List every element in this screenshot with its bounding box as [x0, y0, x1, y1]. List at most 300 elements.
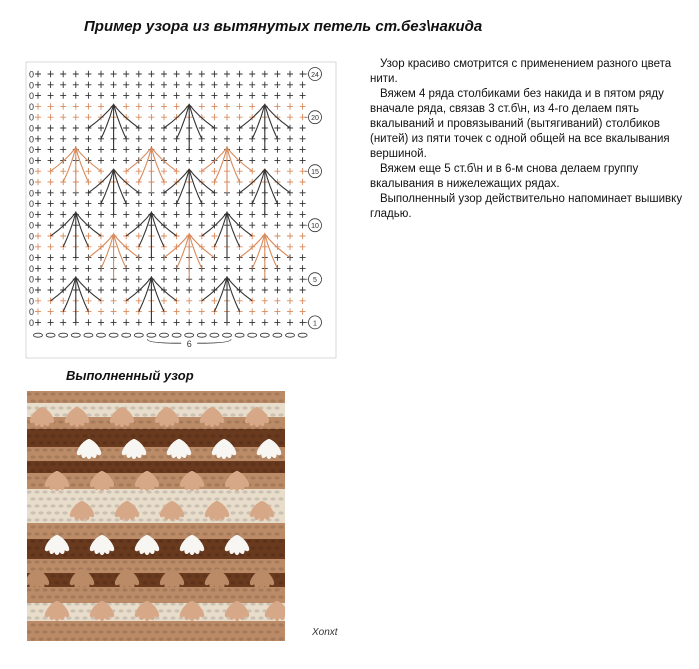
- single-crochet-symbol: [123, 308, 129, 314]
- knit-stitch: [42, 434, 47, 437]
- knit-stitch: [194, 504, 199, 507]
- knit-stitch: [118, 609, 123, 612]
- knit-stitch: [246, 637, 251, 640]
- single-crochet-symbol: [85, 146, 91, 152]
- spike-stitch-fan: [88, 234, 138, 279]
- knit-stitch: [234, 630, 239, 633]
- single-crochet-symbol: [48, 211, 54, 217]
- single-crochet-symbol: [174, 157, 180, 163]
- single-crochet-symbol: [300, 265, 306, 271]
- knit-stitch: [246, 427, 251, 430]
- single-crochet-symbol: [48, 179, 54, 185]
- knit-stitch: [34, 518, 39, 521]
- knit-stitch: [50, 462, 55, 465]
- knit-stitch: [238, 525, 243, 528]
- knit-stitch: [102, 623, 107, 626]
- knit-stitch: [38, 511, 43, 514]
- spike-loop: [214, 148, 227, 182]
- knit-stitch: [166, 427, 171, 430]
- spike-loop: [252, 104, 265, 138]
- knit-stitch: [202, 504, 207, 507]
- knit-stitch: [194, 448, 199, 451]
- knit-stitch: [106, 504, 111, 507]
- knit-stitch: [258, 602, 263, 605]
- knit-stitch: [54, 427, 59, 430]
- knit-stitch: [166, 497, 171, 500]
- knit-stitch: [218, 490, 223, 493]
- single-crochet-symbol: [136, 92, 142, 98]
- single-crochet-symbol: [35, 254, 41, 260]
- knit-stitch: [158, 553, 163, 556]
- chain-symbol: 0: [29, 231, 35, 242]
- single-crochet-symbol: [186, 222, 192, 228]
- knit-stitch: [162, 602, 167, 605]
- knit-stitch: [190, 455, 195, 458]
- knit-stitch: [154, 462, 159, 465]
- knit-stitch: [210, 560, 215, 563]
- knit-stitch: [222, 399, 227, 402]
- knit-stitch: [162, 560, 167, 563]
- spike-loop: [76, 277, 89, 311]
- knit-stitch: [138, 588, 143, 591]
- knit-stitch: [126, 637, 131, 640]
- single-crochet-symbol: [60, 71, 66, 77]
- knit-stitch: [54, 567, 59, 570]
- single-crochet-symbol: [174, 125, 180, 131]
- knit-stitch: [38, 539, 43, 542]
- spike-stitch-fan: [51, 212, 101, 257]
- knit-stitch: [206, 553, 211, 556]
- stitch-row: [35, 82, 306, 88]
- finished-pattern-photo: [27, 391, 285, 641]
- chain-stitch: [223, 333, 232, 337]
- single-crochet-symbol: [300, 157, 306, 163]
- knit-stitch: [78, 469, 83, 472]
- single-crochet-symbol: [60, 319, 66, 325]
- knit-stitch: [258, 434, 263, 437]
- knit-stitch: [138, 490, 143, 493]
- single-crochet-symbol: [224, 125, 230, 131]
- knit-stitch: [278, 483, 283, 486]
- single-crochet-symbol: [98, 103, 104, 109]
- knit-stitch: [174, 427, 179, 430]
- single-crochet-symbol: [161, 298, 167, 304]
- knit-stitch: [94, 567, 99, 570]
- spike-loop: [101, 104, 114, 138]
- knit-stitch: [42, 532, 47, 535]
- knit-stitch: [66, 406, 71, 409]
- single-crochet-symbol: [211, 276, 217, 282]
- knit-stitch: [278, 399, 283, 402]
- single-crochet-symbol: [199, 71, 205, 77]
- single-crochet-symbol: [60, 136, 66, 142]
- spike-loop: [151, 212, 164, 246]
- chain-stitch: [197, 333, 206, 337]
- knit-stitch: [74, 588, 79, 591]
- single-crochet-symbol: [274, 92, 280, 98]
- knit-stitch: [202, 462, 207, 465]
- page-title: Пример узора из вытянутых петель ст.без\накида: [84, 18, 483, 35]
- knit-stitch: [166, 525, 171, 528]
- knit-stitch: [126, 469, 131, 472]
- knit-stitch: [158, 455, 163, 458]
- knit-stitch: [218, 406, 223, 409]
- single-crochet-symbol: [300, 179, 306, 185]
- knit-stitch: [118, 469, 123, 472]
- knit-stitch: [170, 616, 175, 619]
- knit-stitch: [122, 602, 127, 605]
- knit-stitch: [154, 518, 159, 521]
- knit-stitch: [146, 560, 151, 563]
- knit-stitch: [198, 637, 203, 640]
- row-marker: [305, 68, 322, 81]
- single-crochet-symbol: [211, 136, 217, 142]
- knit-stitch: [30, 637, 35, 640]
- knit-stitch: [154, 434, 159, 437]
- knit-stitch: [238, 511, 243, 514]
- knit-stitch: [70, 553, 75, 556]
- knit-stitch: [74, 434, 79, 437]
- single-crochet-symbol: [73, 125, 79, 131]
- knit-stitch: [90, 518, 95, 521]
- single-crochet-symbol: [300, 125, 306, 131]
- knit-stitch: [122, 630, 127, 633]
- description-paragraph: Вяжем еще 5 ст.б\н и в 6-м снова делаем группу вкалывания в нижележащих рядах.: [370, 163, 639, 190]
- knit-stitch: [90, 462, 95, 465]
- knit-stitch: [206, 441, 211, 444]
- single-crochet-symbol: [174, 254, 180, 260]
- single-crochet-symbol: [262, 298, 268, 304]
- knit-stitch: [274, 434, 279, 437]
- chain-symbol: 0: [29, 242, 35, 253]
- knit-stitch: [42, 476, 47, 479]
- knit-stitch: [114, 434, 119, 437]
- knit-stitch: [246, 567, 251, 570]
- single-crochet-symbol: [237, 200, 243, 206]
- knit-stitch: [62, 511, 67, 514]
- knit-stitch: [130, 490, 135, 493]
- knit-stitch: [242, 532, 247, 535]
- single-crochet-symbol: [148, 71, 154, 77]
- knit-stitch: [58, 574, 63, 577]
- knit-stitch: [138, 406, 143, 409]
- knit-stitch: [142, 511, 147, 514]
- single-crochet-symbol: [98, 82, 104, 88]
- knit-stitch: [134, 413, 139, 416]
- knit-stitch: [142, 581, 147, 584]
- knit-stitch: [122, 532, 127, 535]
- knit-stitch: [78, 497, 83, 500]
- knit-stitch: [42, 588, 47, 591]
- spike-loop: [189, 104, 202, 138]
- single-crochet-symbol: [287, 71, 293, 77]
- knit-stitch: [146, 588, 151, 591]
- single-crochet-symbol: [35, 103, 41, 109]
- single-crochet-symbol: [35, 200, 41, 206]
- single-crochet-symbol: [35, 114, 41, 120]
- knit-stitch: [58, 504, 63, 507]
- knit-stitch: [226, 518, 231, 521]
- knit-stitch: [38, 623, 43, 626]
- knit-stitch: [150, 399, 155, 402]
- knit-stitch: [250, 532, 255, 535]
- single-crochet-symbol: [35, 244, 41, 250]
- knit-stitch: [190, 427, 195, 430]
- knit-stitch: [278, 637, 283, 640]
- single-crochet-symbol: [123, 265, 129, 271]
- knit-stitch: [242, 406, 247, 409]
- knit-stitch: [78, 427, 83, 430]
- single-crochet-symbol: [274, 308, 280, 314]
- spike-loop: [177, 234, 190, 268]
- knit-stitch: [158, 595, 163, 598]
- knit-stitch: [254, 609, 259, 612]
- knit-stitch: [182, 427, 187, 430]
- knit-stitch: [66, 462, 71, 465]
- knit-stitch: [86, 623, 91, 626]
- knit-stitch: [126, 483, 131, 486]
- knit-stitch: [106, 490, 111, 493]
- single-crochet-symbol: [148, 82, 154, 88]
- knit-stitch: [190, 581, 195, 584]
- knit-stitch: [118, 637, 123, 640]
- single-crochet-symbol: [48, 103, 54, 109]
- single-crochet-symbol: [287, 244, 293, 250]
- single-crochet-symbol: [98, 146, 104, 152]
- knit-stitch: [50, 490, 55, 493]
- knit-stitch: [206, 483, 211, 486]
- knit-stitch: [150, 511, 155, 514]
- knit-stitch: [242, 490, 247, 493]
- knit-stitch: [102, 525, 107, 528]
- knit-stitch: [82, 630, 87, 633]
- knit-stitch: [182, 595, 187, 598]
- knit-stitch: [218, 392, 223, 395]
- knit-stitch: [130, 392, 135, 395]
- single-crochet-symbol: [35, 146, 41, 152]
- chain-stitch: [109, 333, 118, 337]
- knit-stitch: [170, 490, 175, 493]
- knit-stitch: [206, 399, 211, 402]
- knit-stitch: [190, 595, 195, 598]
- knit-stitch: [174, 609, 179, 612]
- knit-stitch: [86, 567, 91, 570]
- single-crochet-symbol: [123, 287, 129, 293]
- knit-stitch: [54, 581, 59, 584]
- single-crochet-symbol: [161, 319, 167, 325]
- knit-stitch: [254, 539, 259, 542]
- knit-stitch: [194, 532, 199, 535]
- knit-stitch: [30, 623, 35, 626]
- knit-stitch: [154, 602, 159, 605]
- single-crochet-symbol: [287, 298, 293, 304]
- spike-loop: [227, 148, 240, 182]
- knit-stitch: [250, 476, 255, 479]
- knit-stitch: [38, 427, 43, 430]
- knit-stitch: [146, 504, 151, 507]
- knit-stitch: [266, 588, 271, 591]
- single-crochet-symbol: [148, 136, 154, 142]
- single-crochet-symbol: [60, 211, 66, 217]
- spike-loop: [151, 277, 164, 311]
- knit-stitch: [242, 574, 247, 577]
- single-crochet-symbol: [136, 136, 142, 142]
- knit-stitch: [118, 483, 123, 486]
- knit-stitch: [122, 434, 127, 437]
- chain-symbol: 0: [29, 263, 35, 274]
- knit-stitch: [162, 630, 167, 633]
- knit-stitch: [138, 532, 143, 535]
- knit-stitch: [254, 483, 259, 486]
- knit-stitch: [250, 616, 255, 619]
- knit-stitch: [58, 462, 63, 465]
- knit-stitch: [186, 434, 191, 437]
- knit-stitch: [30, 511, 35, 514]
- knit-stitch: [82, 532, 87, 535]
- single-crochet-symbol: [136, 168, 142, 174]
- single-crochet-symbol: [35, 265, 41, 271]
- single-crochet-symbol: [249, 103, 255, 109]
- chain-symbol: 0: [29, 188, 35, 199]
- single-crochet-symbol: [262, 308, 268, 314]
- single-crochet-symbol: [111, 157, 117, 163]
- knit-stitch: [274, 532, 279, 535]
- knit-stitch: [198, 469, 203, 472]
- knit-stitch: [230, 497, 235, 500]
- knit-stitch: [170, 462, 175, 465]
- knit-stitch: [58, 434, 63, 437]
- knit-stitch: [138, 420, 143, 423]
- knit-stitch: [62, 567, 67, 570]
- knit-stitch: [226, 630, 231, 633]
- knit-stitch: [218, 616, 223, 619]
- knit-stitch: [50, 588, 55, 591]
- knit-stitch: [86, 525, 91, 528]
- knit-stitch: [110, 595, 115, 598]
- knit-stitch: [150, 469, 155, 472]
- knit-stitch: [186, 392, 191, 395]
- knit-stitch: [98, 630, 103, 633]
- knit-stitch: [194, 630, 199, 633]
- knit-stitch: [246, 553, 251, 556]
- single-crochet-symbol: [98, 308, 104, 314]
- chain-stitch: [235, 333, 244, 337]
- single-crochet-symbol: [136, 211, 142, 217]
- knit-stitch: [230, 413, 235, 416]
- knit-stitch: [114, 630, 119, 633]
- knit-stitch: [142, 455, 147, 458]
- single-crochet-symbol: [123, 71, 129, 77]
- chain-stitch: [134, 333, 143, 337]
- knit-stitch: [62, 427, 67, 430]
- knit-stitch: [254, 595, 259, 598]
- knit-stitch: [162, 448, 167, 451]
- knit-stitch: [114, 462, 119, 465]
- knit-stitch: [206, 609, 211, 612]
- knit-stitch: [34, 448, 39, 451]
- knit-stitch: [274, 630, 279, 633]
- single-crochet-symbol: [148, 265, 154, 271]
- single-crochet-symbol: [35, 222, 41, 228]
- single-crochet-symbol: [287, 200, 293, 206]
- chain-symbol: 0: [29, 274, 35, 285]
- knit-stitch: [110, 567, 115, 570]
- knit-stitch: [186, 420, 191, 423]
- knit-stitch: [274, 476, 279, 479]
- knit-stitch: [94, 497, 99, 500]
- knit-stitch: [150, 525, 155, 528]
- knit-stitch: [214, 623, 219, 626]
- knit-stitch: [262, 539, 267, 542]
- knit-stitch: [46, 455, 51, 458]
- single-crochet-symbol: [48, 276, 54, 282]
- single-crochet-symbol: [224, 92, 230, 98]
- knit-stitch: [270, 399, 275, 402]
- single-crochet-symbol: [48, 71, 54, 77]
- knit-stitch: [226, 392, 231, 395]
- knit-stitch: [222, 413, 227, 416]
- knit-stitch: [102, 637, 107, 640]
- knit-stitch: [90, 560, 95, 563]
- author-signature: Xonxt: [312, 627, 338, 638]
- knit-stitch: [278, 525, 283, 528]
- knit-stitch: [166, 623, 171, 626]
- marker-number: 5: [313, 277, 317, 285]
- single-crochet-symbol: [287, 136, 293, 142]
- knit-stitch: [242, 392, 247, 395]
- knit-stitch: [266, 462, 271, 465]
- knit-stitch: [250, 560, 255, 563]
- knit-stitch: [214, 637, 219, 640]
- spike-stitch-fan: [240, 234, 290, 279]
- knit-stitch: [198, 567, 203, 570]
- single-crochet-symbol: [199, 157, 205, 163]
- knit-stitch: [30, 525, 35, 528]
- knit-stitch: [54, 455, 59, 458]
- knit-stitch: [258, 588, 263, 591]
- knit-stitch: [202, 490, 207, 493]
- knit-stitch: [30, 595, 35, 598]
- knit-stitch: [110, 539, 115, 542]
- knit-stitch: [242, 560, 247, 563]
- knit-stitch: [114, 560, 119, 563]
- knit-stitch: [150, 623, 155, 626]
- knit-stitch: [198, 525, 203, 528]
- spike-stitch-fan: [164, 104, 214, 149]
- spike-loop: [265, 169, 278, 203]
- single-crochet-symbol: [274, 298, 280, 304]
- knit-stitch: [218, 532, 223, 535]
- spike-loop: [151, 148, 164, 182]
- chain-symbol: 0: [29, 220, 35, 231]
- knit-stitch: [90, 392, 95, 395]
- knit-stitch: [222, 427, 227, 430]
- single-crochet-symbol: [136, 319, 142, 325]
- knit-stitch: [146, 518, 151, 521]
- knit-stitch: [258, 476, 263, 479]
- knit-stitch: [250, 434, 255, 437]
- single-crochet-symbol: [300, 146, 306, 152]
- chain-stitch: [172, 333, 181, 337]
- single-crochet-symbol: [60, 82, 66, 88]
- knit-stitch: [170, 532, 175, 535]
- single-crochet-symbol: [249, 82, 255, 88]
- marker-number: 10: [311, 223, 319, 231]
- knit-stitch: [74, 476, 79, 479]
- knit-stitch: [134, 637, 139, 640]
- chain-row: [34, 333, 308, 337]
- knit-stitch: [166, 455, 171, 458]
